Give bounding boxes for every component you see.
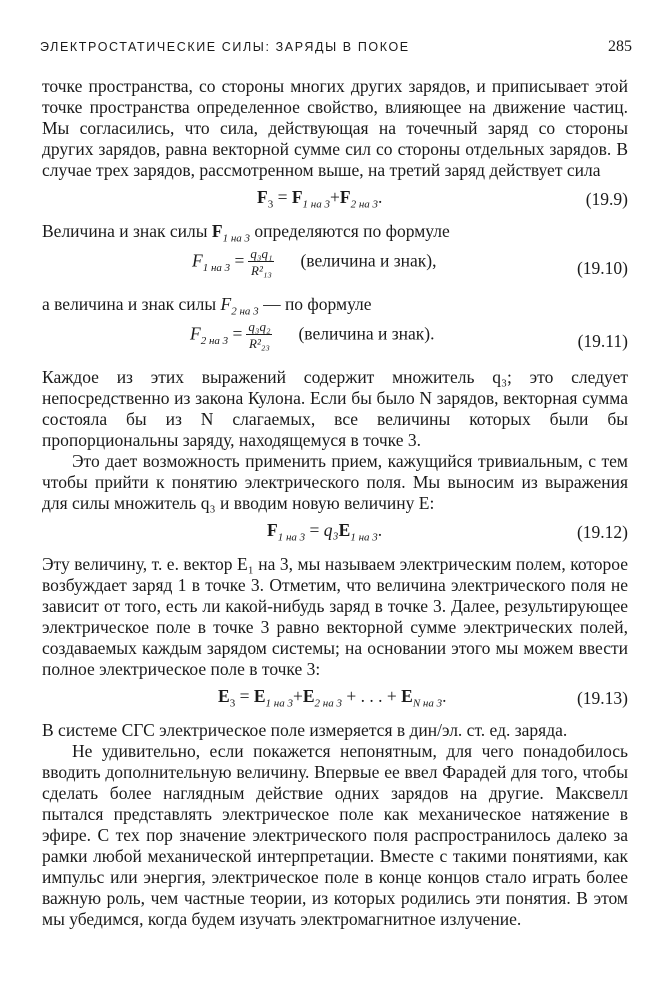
paragraph-7: В системе СГС электрическое поле измеряется в дин/эл. ст. ед. заряда.: [42, 720, 568, 740]
paragraph-1: точке пространства, со стороны многих других зарядов, и приписывает этой точке пространства определенное свойство, влияющее на движение частиц. Мы согласились, что сила, действующая на точечный заряд со стороны других зарядов, равна векторной сумме сил со стороны отдельных зарядов. В случае трех зарядов, рассмотренном выше, на третий заряд действует сила: [42, 76, 628, 180]
equation-19-12: [42, 518, 628, 550]
equation-expression: $F_{2 на 3}$ = $\frac{\text{q₃q₂}}{\text{R²₂₃}}$ (величина и знак).: [190, 319, 435, 351]
equation-19-10: [42, 246, 628, 290]
text-body: [42, 76, 628, 930]
paragraph-8: Не удивительно, если покажется непонятным, для чего понадобилось вводить дополнительную величину. Впервые ее ввел Фарадей для того, чтобы сделать более наглядным действие одних зарядов на другие. Максвелл пытался представлять электрическое поле как механическое натяжение в эфире. С тех пор значение электрического поля распространилось далеко за рамки любой механической интерпретации. Вместе с такими понятиями, как импульс или энергия, электрическое поле в конце концов стало играть более важную роль, чем частные теории, из которых родились эти понятия. В этом мы убедимся, когда будем изучать электромагнитное излучение.: [42, 741, 628, 929]
running-head: [40, 36, 632, 60]
paragraph-5: Это дает возможность применить прием, кажущийся тривиальным, с тем чтобы прийти к понятию электрического поля. Мы выносим из выражения для силы множитель q₃ и вводим новую величину E:: [42, 451, 628, 513]
paragraph-4: Каждое из этих выражений содержит множитель q₃; это следует непосредственно из закона Кулона. Если бы было N зарядов, векторная сумма состояла бы из N слагаемых, все величины которых были бы пропорциональны заряду, находящемуся в точке 3.: [42, 367, 628, 450]
equation-expression: $F_{1 на 3} = q_3E_{1 на 3}$.: [267, 520, 383, 544]
paragraph-3: а величина и знак силы $F_{2 на 3}$ — по формуле: [42, 294, 372, 318]
equation-19-9: [42, 185, 628, 217]
equation-19-11: [42, 319, 628, 363]
fraction: $\frac{\text{q₃q₁}}{\text{R²₁₃}}$: [250, 246, 273, 278]
page-number: 285: [608, 38, 632, 55]
fraction: $\frac{\text{q₃q₂}}{\text{R²₂₃}}$: [248, 319, 271, 351]
equation-expression: $F_3 = F_{1 на 3}+F_{2 на 3}$.: [257, 187, 383, 211]
equation-number: (19.12): [576, 522, 628, 542]
equation-expression: $E_3 = E_{1 на 3}+E_{2 на 3}$ + . . . + $E_{N на 3}$.: [218, 686, 447, 710]
equation-number: (19.11): [577, 331, 628, 351]
equation-19-13: [42, 684, 628, 716]
equation-number: (19.9): [585, 189, 628, 209]
paragraph-2: Величина и знак силы $F_{1 на 3}$ определяются по формуле: [42, 221, 450, 245]
chapter-title: ЭЛЕКТРОСТАТИЧЕСКИЕ СИЛЫ: ЗАРЯДЫ В ПОКОЕ: [40, 40, 410, 54]
equation-expression: $F_{1 на 3}$ = $\frac{\text{q₃q₁}}{\text{R²₁₃}}$ (величина и знак),: [192, 246, 437, 278]
equation-number: (19.10): [576, 258, 628, 278]
equation-number: (19.13): [576, 688, 628, 708]
paragraph-6: Эту величину, т. е. вектор E₁ на 3, мы называем электрическим полем, которое возбуждает заряд 1 в точке 3. Отметим, что величина электрического поля не зависит от того, есть ли какой-нибудь заряд в точке 3. Далее, результирующее электрическое поле в точке 3 равно векторной сумме электрических полей, создаваемых каждым зарядом системы; на основании этого мы можем ввести полное электрическое поле в точке 3:: [42, 554, 628, 679]
